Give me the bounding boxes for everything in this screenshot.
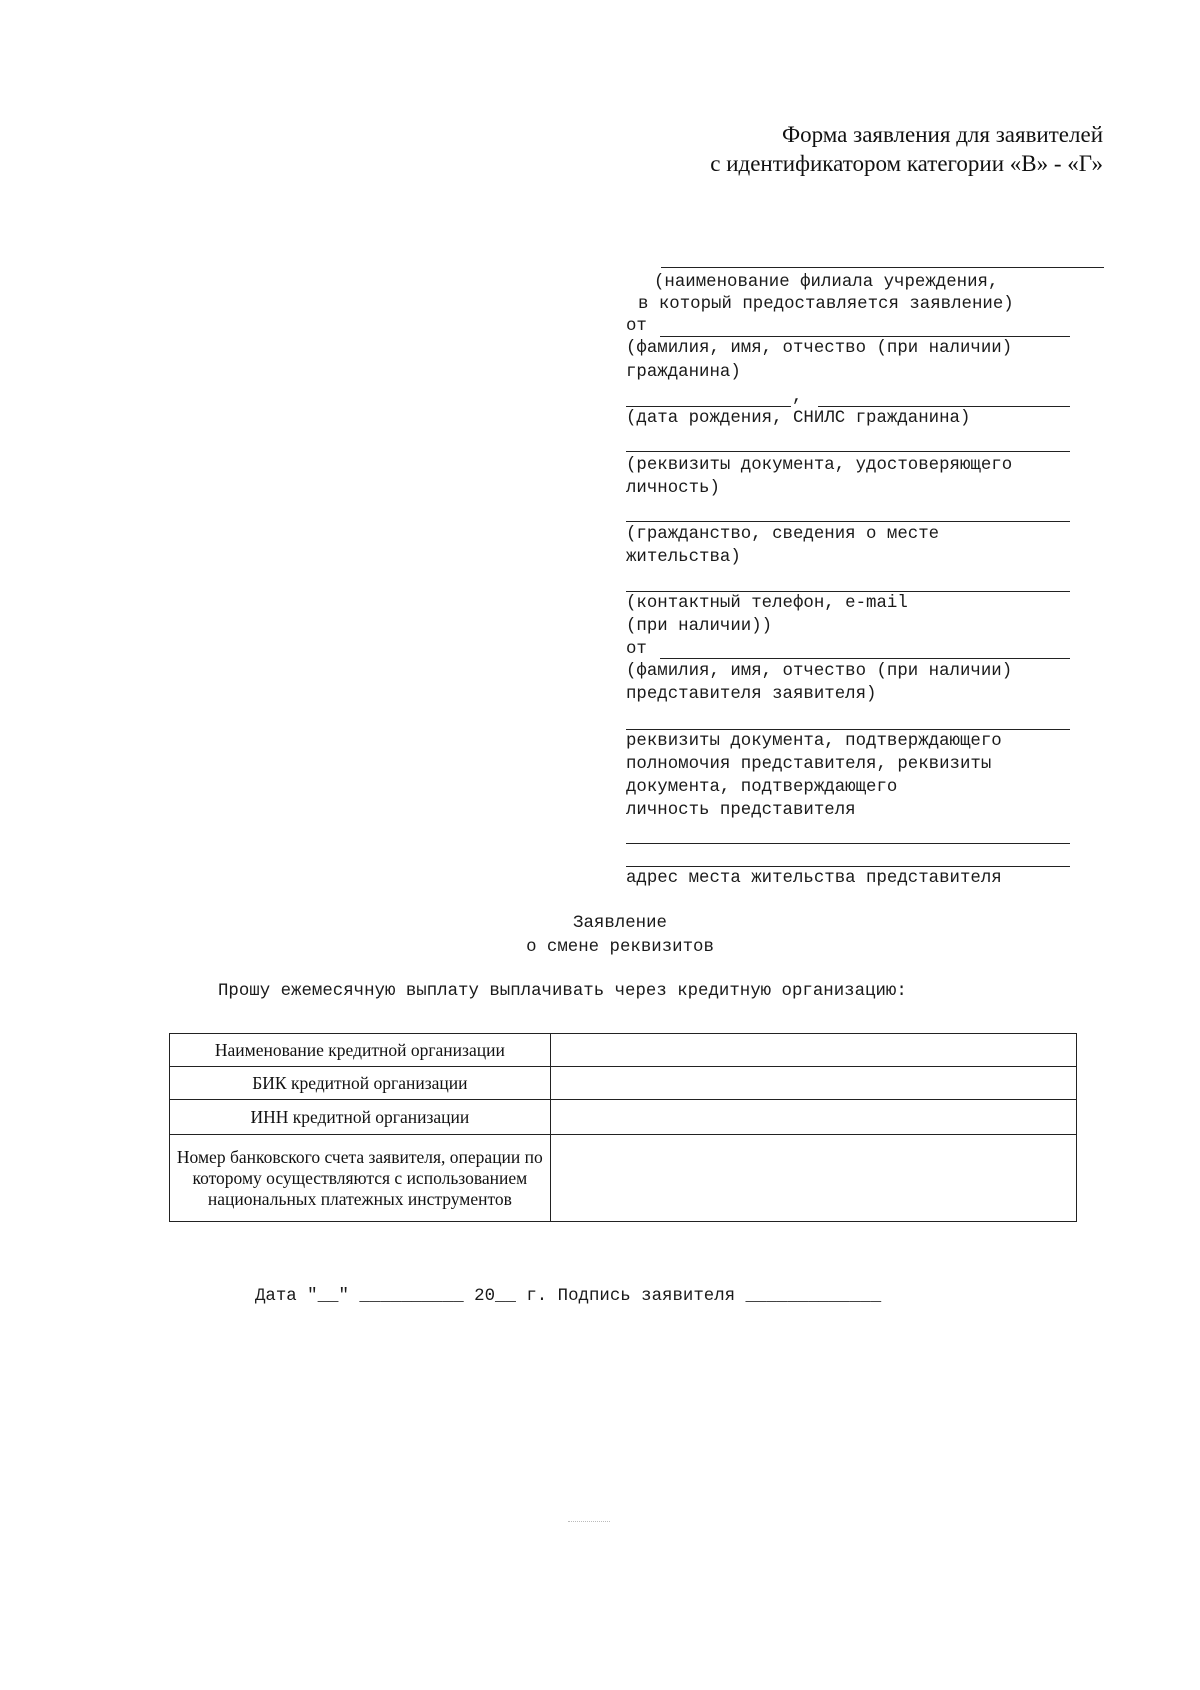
rep-address-caption: адрес места жительства представителя xyxy=(626,869,1002,888)
from-label: от xyxy=(626,317,647,336)
form-heading xyxy=(710,120,1103,178)
rep-fio-caption-line-2: представителя заявителя) xyxy=(626,685,877,704)
representative-address-field-1[interactable] xyxy=(626,843,1070,844)
birth-snils-caption: (дата рождения, СНИЛС гражданина) xyxy=(626,409,971,428)
representative-fio-field[interactable] xyxy=(660,658,1070,659)
table-row xyxy=(170,1100,1077,1135)
branch-name-field[interactable] xyxy=(661,267,1104,268)
rep-docs-caption-line-2: полномочия представителя, реквизиты xyxy=(626,755,992,774)
table-row xyxy=(170,1034,1077,1067)
request-text: Прошу ежемесячную выплату выплачивать через кредитную организацию: xyxy=(218,982,907,1001)
document-title xyxy=(0,912,1200,960)
citizenship-caption-line-1: (гражданство, сведения о месте xyxy=(626,525,940,544)
table-row xyxy=(170,1067,1077,1100)
table-row xyxy=(170,1135,1077,1222)
id-document-field[interactable] xyxy=(626,451,1070,452)
bik-input[interactable] xyxy=(550,1067,1076,1100)
inn-input[interactable] xyxy=(550,1100,1076,1135)
branch-caption-line-1: (наименование филиала учреждения, xyxy=(654,273,999,292)
rep-docs-caption-line-3: документа, подтверждающего xyxy=(626,778,898,797)
date-signature-line[interactable]: Дата "__" __________ 20__ г. Подпись заявителя _____________ xyxy=(255,1287,882,1306)
document-title-line-1: Заявление xyxy=(573,914,667,933)
rep-docs-caption-line-4: личность представителя xyxy=(626,801,856,820)
contacts-caption-line-1: (контактный телефон, e-mail xyxy=(626,594,908,613)
bank-name-input[interactable] xyxy=(550,1034,1076,1067)
account-number-input[interactable] xyxy=(550,1135,1076,1222)
branch-caption-line-2: в который предоставляется заявление) xyxy=(638,295,1014,314)
birth-snils-separator: , xyxy=(792,388,803,407)
id-doc-caption-line-1: (реквизиты документа, удостоверяющего xyxy=(626,456,1013,475)
contacts-caption-line-2: (при наличии)) xyxy=(626,617,773,636)
bank-name-label: Наименование кредитной организации xyxy=(170,1034,551,1067)
citizenship-caption-line-2: жительства) xyxy=(626,548,741,567)
inn-label: ИНН кредитной организации xyxy=(170,1100,551,1135)
scan-artifact xyxy=(568,1521,610,1522)
bik-label: БИК кредитной организации xyxy=(170,1067,551,1100)
citizenship-field[interactable] xyxy=(626,521,1070,522)
bank-details-table xyxy=(169,1033,1077,1222)
from-label-representative: от xyxy=(626,640,647,659)
rep-fio-caption-line-1: (фамилия, имя, отчество (при наличии) xyxy=(626,662,1013,681)
form-heading-line-2: с идентификатором категории «В» - «Г» xyxy=(710,151,1103,176)
fio-caption-line-1: (фамилия, имя, отчество (при наличии) xyxy=(626,339,1013,358)
document-title-line-2: о смене реквизитов xyxy=(526,938,714,957)
fio-caption-line-2: гражданина) xyxy=(626,363,741,382)
id-doc-caption-line-2: личность) xyxy=(626,479,720,498)
form-heading-line-1: Форма заявления для заявителей xyxy=(781,122,1103,147)
account-number-label: Номер банковского счета заявителя, операции по которому осуществляются с использованием национальных платежных инструментов xyxy=(170,1135,551,1222)
rep-docs-caption-line-1: реквизиты документа, подтверждающего xyxy=(626,732,1002,751)
